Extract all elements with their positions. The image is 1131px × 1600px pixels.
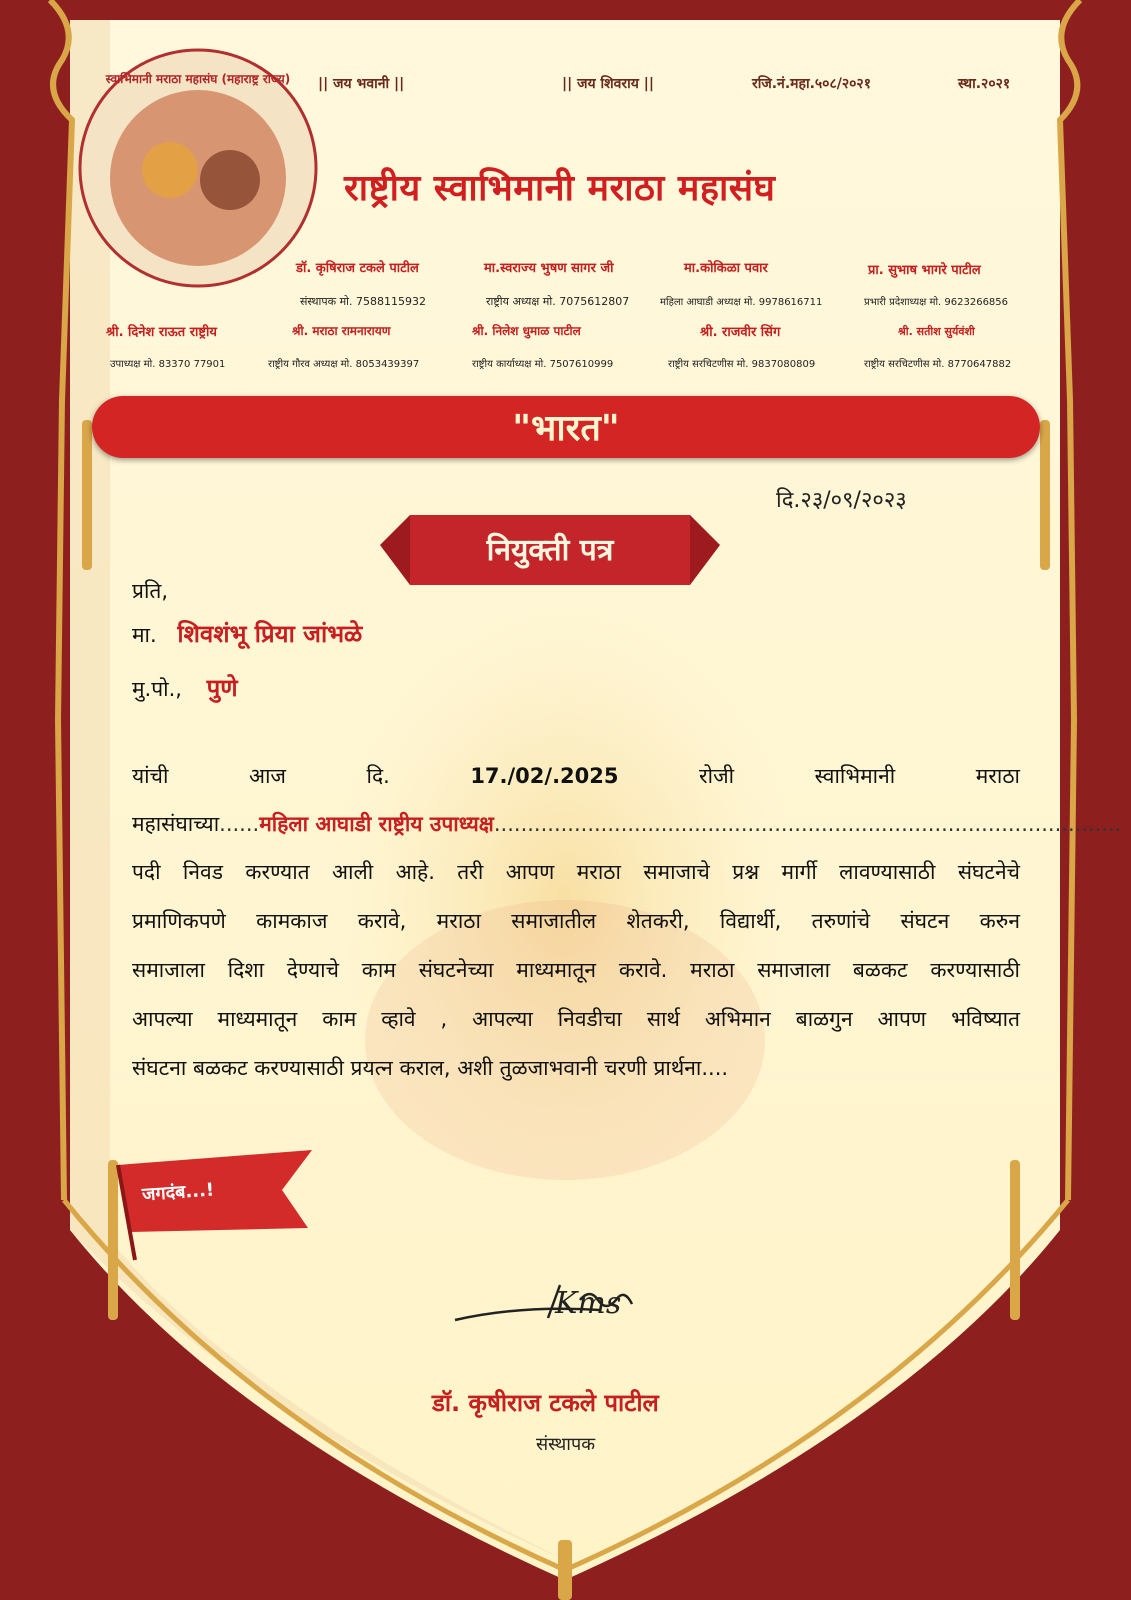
recipient-name: शिवशंभू प्रिया जांभळे [177,620,363,648]
body-word: स्वाभिमानी [814,764,896,788]
place-prefix: मु.पो., [132,677,182,701]
body-line-6: आपल्या माध्यमातून काम व्हावे , आपल्या निवडीचा सार्थ अभिमान बाळगुन आपण भविष्यात [132,1007,1020,1031]
official-name: मा.स्वराज्य भुषण सागर जी [484,261,614,276]
bharat-text: "भारत" [512,408,620,449]
recipient-place: पुणे [206,674,238,702]
official-name: श्री. दिनेश राऊत राष्ट्रीय [106,325,217,340]
appointed-post: महिला आघाडी राष्ट्रीय उपाध्यक्ष [259,812,494,836]
body-word: आज [248,764,286,788]
official-role: राष्ट्रीय गौरव अध्यक्ष मो. 8053439397 [268,359,420,370]
jai-bhavani-text: || जय भवानी || [318,76,405,92]
body-word: दि. [366,764,390,788]
official-name: श्री. निलेश धुमाळ पाटील [472,324,581,338]
body-word: मराठा [975,764,1020,788]
body-line-4: प्रमाणिकपणे कामकाज करावे, मराठा समाजातील शेतकरी, विद्यार्थी, तरुणांचे संघटन करुन [132,909,1020,933]
tassel-right-bottom [1010,1160,1020,1320]
body-line-2-prefix: महासंघाच्या [132,812,220,836]
place-line [132,664,238,714]
org-title: राष्ट्रीय स्वाभिमानी मराठा महासंघ [344,168,776,209]
body-line-7: संघटना बळकट करण्यासाठी प्रयत्न कराल, अशी तुळजाभवानी चरणी प्रार्थना.... [132,1056,729,1080]
signature-mark: Kms [555,1286,622,1321]
issue-date: दि.२३/०९/२०२३ [776,488,907,513]
official-name: मा.कोकिळा पवार [684,261,768,276]
flag-text: जगदंब...! [141,1179,215,1206]
seal-text: स्वाभिमानी मराठा महासंघ (महाराष्ट्र राज्य) [105,72,291,86]
body-word: रोजी [699,764,735,788]
bharat-banner [92,396,1040,458]
official-name: श्री. सतीश सुर्यवंशी [898,325,975,338]
signatory-name: डॉ. कृषीराज टकले पाटील [432,1389,659,1417]
tassel-left-bottom [108,1160,118,1320]
official-role: राष्ट्रीय अध्यक्ष मो. 7075612807 [486,295,630,308]
registration-number: रजि.नं.महा.५०८/२०२१ [752,76,871,92]
official-role: महिला आघाडी अध्यक्ष मो. 9978616711 [660,297,823,308]
official-name: श्री. राजवीर सिंग [700,325,781,340]
official-role: राष्ट्रीय सरचिटणीस मो. 8770647882 [864,359,1012,370]
official-role: प्रभारी प्रदेशाध्यक्ष मो. 9623266856 [864,297,1009,308]
body-line-2: महासंघाच्या......महिला आघाडी राष्ट्रीय उपाध्यक्ष.............................................................................................. [132,812,1122,836]
tassel-right-top [1040,420,1050,570]
tassel-left-top [82,420,92,570]
to-label: प्रति, [132,579,169,603]
jai-shivray-text: || जय शिवराय || [562,76,654,92]
letter-title: नियुक्ती पत्र [486,533,614,568]
signatory-role: संस्थापक [536,1434,596,1455]
official-name: प्रा. सुभाष भागरे पाटील [868,263,981,278]
official-role: संस्थापक मो. 7588115932 [300,295,426,308]
body-line-1 [132,752,1020,801]
body-line-3: पदी निवड करण्यात आली आहे. तरी आपण मराठा समाजाचे प्रश्न मार्गी लावण्यासाठी संघटनेचे [132,860,1020,884]
official-role: राष्ट्रीय सरचिटणीस मो. 9837080809 [668,359,816,370]
official-role: राष्ट्रीय कार्याध्यक्ष मो. 7507610999 [472,359,614,370]
official-name: श्री. मराठा रामनारायण [292,324,391,338]
body-word: यांची [132,764,169,788]
established-year: स्था.२०२१ [958,76,1011,92]
recipient-line [132,610,362,660]
name-prefix: मा. [132,623,157,647]
official-name: डॉ. कृषिराज टकले पाटील [296,261,419,276]
official-role: उपाध्यक्ष मो. 83370 77901 [110,359,226,370]
appointment-date: 17./02/.2025 [470,764,619,788]
tassel-center [558,1540,572,1600]
body-line-5: समाजाला दिशा देण्याचे काम संघटनेच्या माध्यमातून करावे. मराठा समाजाला बळकट करण्यासाठी [132,958,1020,982]
